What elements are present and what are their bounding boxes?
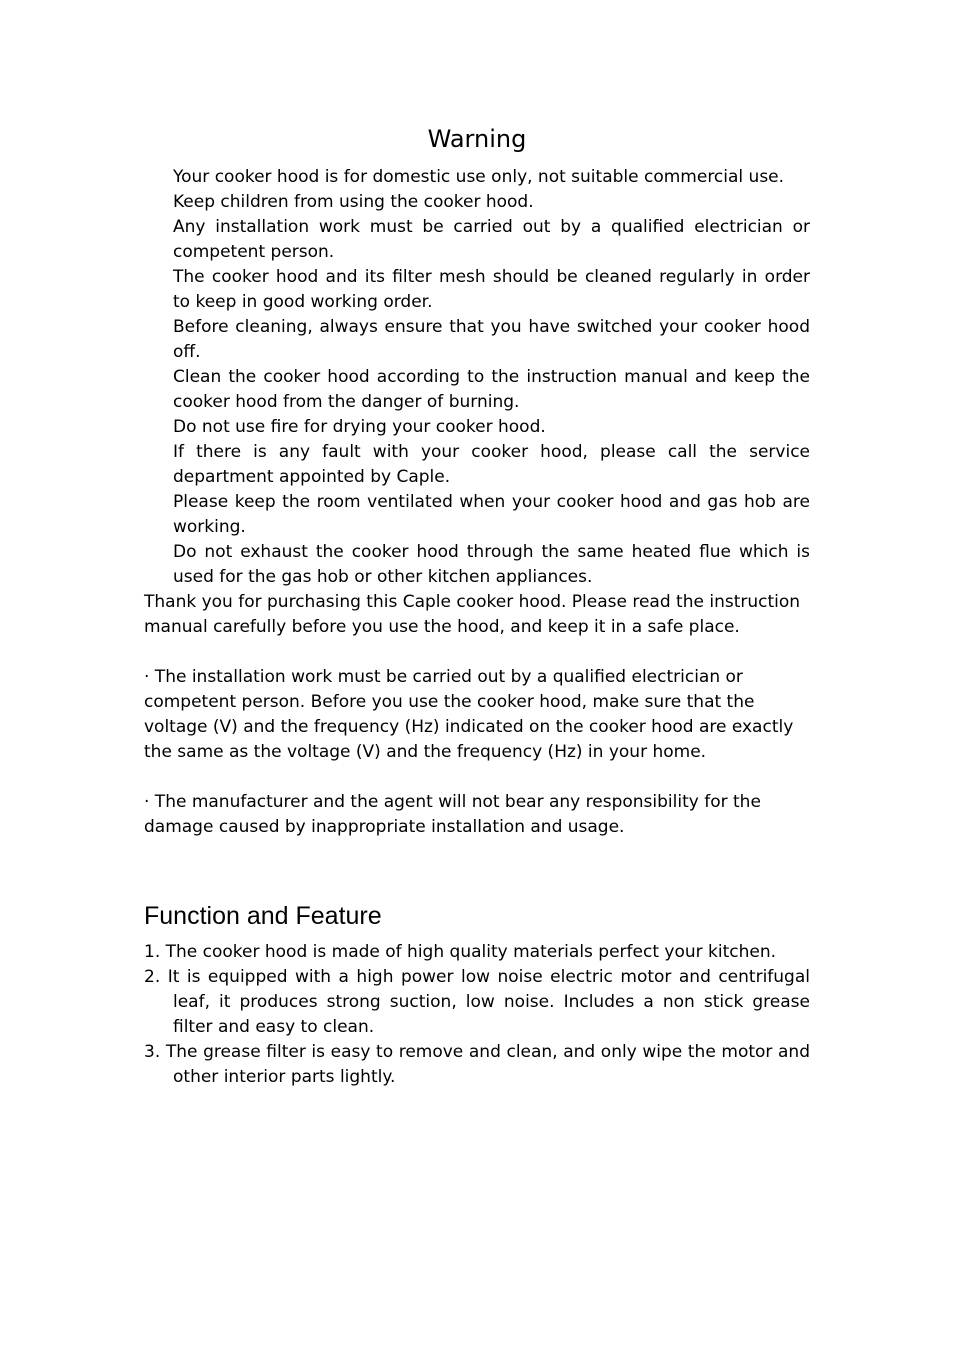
warning-item: Do not exhaust the cooker hood through the same heated flue which is used for the gas hob or other kitchen appliances. bbox=[173, 542, 810, 587]
feature-item: 3. The grease filter is easy to remove and clean, and only wipe the motor and other interior parts lightly. bbox=[144, 1042, 810, 1087]
warning-item: Keep children from using the cooker hood. bbox=[173, 192, 534, 212]
warning-item: Please keep the room ventilated when your cooker hood and gas hob are working. bbox=[173, 492, 810, 537]
warning-item: Any installation work must be carried out by a qualified electrician or competent person. bbox=[173, 217, 810, 262]
feature-item: 1. The cooker hood is made of high quality materials perfect your kitchen. bbox=[144, 942, 777, 962]
warning-item: Before cleaning, always ensure that you have switched your cooker hood off. bbox=[173, 317, 810, 362]
warning-item: If there is any fault with your cooker hood, please call the service department appointed by Caple. bbox=[173, 442, 810, 487]
warning-list bbox=[173, 165, 810, 590]
feature-item: 2. It is equipped with a high power low noise electric motor and centrifugal leaf, it produces strong suction, low noise. Includes a non stick grease filter and easy to clean. bbox=[144, 967, 810, 1037]
feature-list bbox=[144, 940, 810, 1090]
warning-item: Your cooker hood is for domestic use only, not suitable commercial use. bbox=[173, 167, 785, 187]
function-feature-heading: Function and Feature bbox=[144, 902, 382, 930]
installation-paragraph: · The installation work must be carried out by a qualified electrician or competent person. Before you use the cooker hood, make sure that the voltage (V) and the frequency (Hz) indicated on the cooker hood are exactly the same as the voltage (V) and the frequency (Hz) in your home. bbox=[144, 667, 794, 762]
warning-item: Do not use fire for drying your cooker hood. bbox=[173, 417, 546, 437]
warning-item: The cooker hood and its filter mesh should be cleaned regularly in order to keep in good working order. bbox=[173, 267, 810, 312]
warning-item: Clean the cooker hood according to the instruction manual and keep the cooker hood from the danger of burning. bbox=[173, 367, 810, 412]
warning-heading: Warning bbox=[427, 125, 527, 153]
thank-you-paragraph: Thank you for purchasing this Caple cooker hood. Please read the instruction manual carefully before you use the hood, and keep it in a safe place. bbox=[144, 592, 801, 637]
responsibility-paragraph: · The manufacturer and the agent will not bear any responsibility for the damage caused by inappropriate installation and usage. bbox=[144, 792, 761, 837]
